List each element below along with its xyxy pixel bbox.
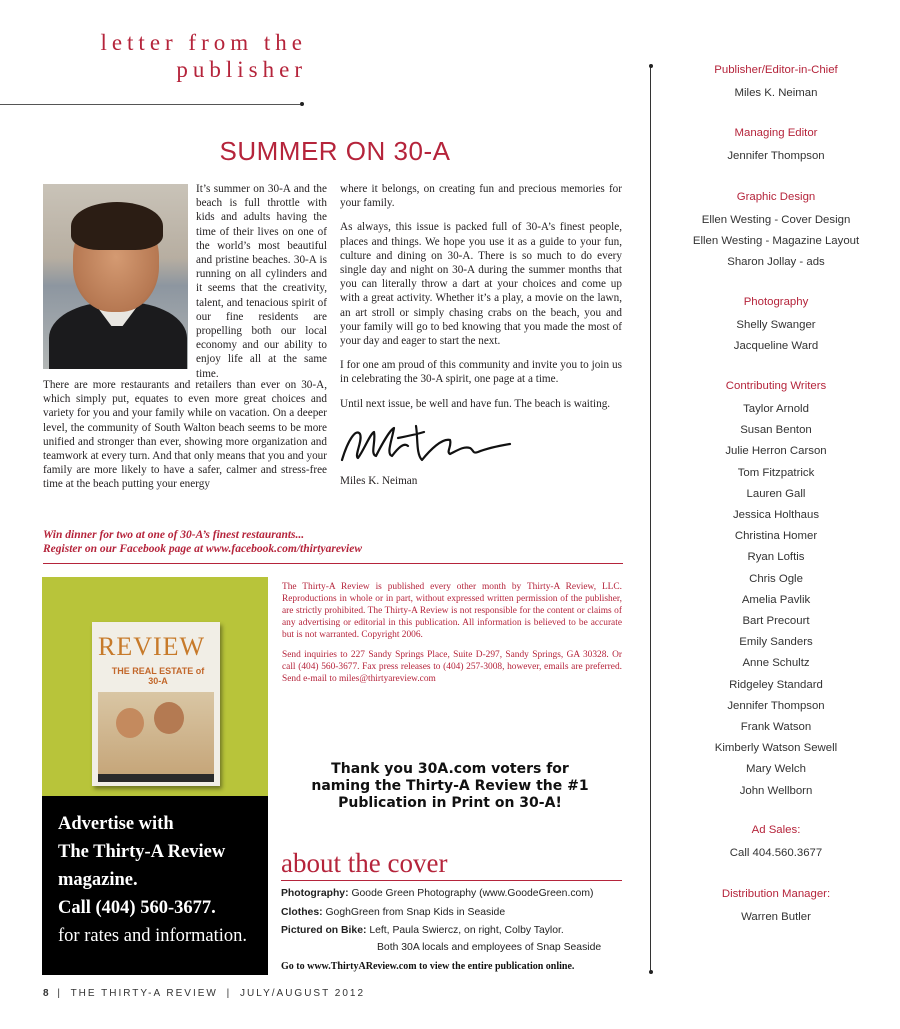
about-cover-title: about the cover [281, 848, 448, 878]
publication-disclaimer: The Thirty-A Review is published every other month by Thirty-A Review, LLC. Reproductions in whole or in part, without expressed written permission of the publisher, are strictly prohibited. The Thirty-A Review is not responsible for the content or claims of any advertising or editorial in this publication. All information is believed to be accurate but is not warranted. Copyright 2006. [282, 582, 622, 640]
credit-bike-continued: Both 30A locals and employees of Snap Seaside [377, 942, 602, 953]
article-paragraph: I for one am proud of this community and invite you to join us in celebrating the 30-A spirit, one page at a time. [340, 359, 622, 386]
article-col1-bottom [43, 378, 327, 502]
footer-separator: | [57, 988, 62, 999]
masthead-name: Christina Homer [734, 530, 818, 543]
masthead-publisher [652, 62, 900, 104]
signature-image [338, 420, 513, 472]
header-rule [0, 104, 300, 105]
masthead-name: Jennifer Thompson [727, 699, 825, 712]
ad-line: for rates and information. [58, 926, 248, 946]
footer-issue: JULY/AUGUST 2012 [240, 988, 366, 999]
masthead-name: Shelly Swanger [736, 319, 816, 331]
masthead-name: Kimberly Watson Sewell [714, 742, 838, 755]
cover-strip [98, 774, 214, 782]
masthead-name: Ryan Loftis [747, 551, 805, 564]
article-col1-top: It’s summer on 30-A and the beach is full throttle with kids and adults having the time of their lives on one of the world’s most beautiful and pristine beaches. 30-A is running on all cylinders and it seems that the creativity, talent, and tenacious spirit of our fine residents are propelling both our local economy and our ability to enjoy life all at the same time. [196, 183, 327, 380]
publication-contact: Send inquiries to 227 Sandy Springs Place, Suite D-297, Sandy Springs, GA 30328. Or call (404) 560-3677. Fax press releases to (404) 257-3008, however, emails are preferred. Send e-mail to miles@thirtyareview.com [282, 650, 622, 684]
publication-info [282, 581, 622, 693]
credit-label: Photography: [281, 888, 349, 899]
article-col2 [340, 182, 622, 421]
about-cover-rule [281, 880, 622, 881]
cover-subtitle: THE REAL ESTATE of 30-A [111, 666, 205, 686]
masthead-role: Publisher/Editor-in-Chief [714, 64, 838, 76]
masthead-name: Jennifer Thompson [727, 150, 825, 162]
footer-separator: | [226, 988, 232, 999]
masthead-writers [652, 378, 900, 802]
credit-photography [281, 887, 593, 900]
masthead-name: Sharon Jollay - ads [727, 256, 825, 269]
thanks-voters [290, 761, 610, 812]
ad-line: The Thirty-A Review [58, 842, 226, 862]
masthead-name: Julie Herron Carson [725, 445, 827, 458]
masthead-role: Managing Editor [734, 127, 818, 139]
masthead-name: Taylor Arnold [743, 403, 809, 415]
page-number: 8 [43, 988, 49, 999]
article-title: SUMMER ON 30-A [219, 136, 451, 166]
signature-name: Miles K. Neiman [340, 475, 418, 487]
masthead-name: Chris Ogle [749, 572, 803, 585]
masthead-ad-sales [652, 822, 900, 864]
masthead-role: Contributing Writers [725, 380, 827, 392]
promo-line: Win dinner for two at one of 30-A’s finest restaurants... [43, 529, 305, 541]
credit-value: Goode Green Photography (www.GoodeGreen.com) [351, 888, 594, 899]
thanks-line: Publication in Print on 30-A! [338, 795, 562, 811]
masthead-name: Call 404.560.3677 [729, 847, 823, 859]
ad-line: magazine. [58, 870, 138, 890]
online-link[interactable]: Go to www.ThirtyAReview.com to view the entire publication online. [281, 961, 575, 972]
rule-dot [300, 102, 304, 106]
credit-value: GoghGreen from Snap Kids in Seaside [325, 907, 506, 918]
masthead-role: Photography [743, 296, 809, 308]
masthead-name: Ridgeley Standard [729, 678, 823, 691]
masthead-distribution [652, 886, 900, 928]
masthead-name: Tom Fitzpatrick [737, 466, 815, 479]
credit-clothes [281, 906, 505, 919]
masthead-name: Lauren Gall [746, 487, 806, 500]
promo-rule [43, 563, 623, 564]
article-paragraph: As always, this issue is packed full of 30-A’s finest people, places and things. We hope you use it as a guide to your fun, culture and dining on 30-A. There is so much to do every single day and night on 30-A during the summer months that you can literally throw a dart at your choices and come up with a great activity. Whether it’s a play, a movie on the lawn, an art stroll or simply chasing crabs on the beach, you and your family will go to bed knowing that you made the most of your day and eager to start the next. [340, 221, 622, 348]
masthead-name: Bart Precourt [742, 615, 810, 628]
masthead-name: Mary Welch [746, 763, 806, 776]
advertisement[interactable] [42, 577, 268, 975]
masthead-graphic-design [652, 189, 900, 274]
thanks-line: naming the Thirty-A Review the #1 [311, 778, 589, 794]
ad-text [58, 810, 262, 950]
magazine-cover-image [92, 622, 220, 786]
section-title-line2: publisher [176, 57, 307, 82]
page-footer [43, 988, 365, 999]
masthead-name: Ellen Westing - Magazine Layout [692, 235, 860, 248]
article-paragraph: where it belongs, on creating fun and precious memories for your family. [340, 183, 622, 210]
cover-photo [98, 692, 214, 774]
masthead-name: Jacqueline Ward [733, 340, 819, 353]
promo-line: Register on our Facebook page at www.facebook.com/thirtyareview [43, 543, 362, 555]
cover-child [154, 702, 184, 734]
masthead-name: Miles K. Neiman [734, 87, 818, 99]
masthead-name: Amelia Pavlik [741, 593, 811, 606]
section-title-line1: letter from the [100, 30, 307, 55]
facebook-promo [43, 528, 623, 556]
ad-line: Call (404) 560-3677. [58, 898, 216, 918]
footer-magazine: THE THIRTY-A REVIEW [70, 988, 218, 999]
masthead-name: Emily Sanders [739, 636, 813, 649]
masthead-managing-editor [652, 125, 900, 167]
masthead-role: Graphic Design [736, 191, 816, 203]
masthead-name: Warren Butler [741, 911, 811, 923]
ad-line: Advertise with [58, 814, 174, 834]
masthead-photography [652, 294, 900, 357]
masthead-name: Anne Schultz [742, 657, 810, 670]
cover-child [116, 708, 144, 738]
masthead-name: Jessica Holthaus [732, 509, 820, 522]
credit-label: Clothes: [281, 907, 323, 918]
cover-logo: REVIEW [98, 632, 206, 661]
credit-label: Pictured on Bike: [281, 925, 367, 936]
masthead-name: Susan Benton [740, 424, 812, 437]
credit-value: Left, Paula Swiercz, on right, Colby Taylor. [369, 925, 564, 936]
masthead-name: Frank Watson [740, 721, 812, 734]
rule-dot [649, 970, 653, 974]
masthead-name: John Wellborn [739, 784, 813, 797]
masthead-name: Ellen Westing - Cover Design [701, 214, 851, 226]
thanks-line: Thank you 30A.com voters for [331, 761, 569, 777]
masthead-role: Distribution Manager: [721, 888, 831, 900]
masthead-rule [650, 66, 651, 972]
credit-bike [281, 924, 564, 937]
publisher-photo [43, 184, 188, 369]
article-paragraph: There are more restaurants and retailers than ever on 30-A, which simply put, equates to even more great choices and variety for you and your family while on vacation. On a deeper level, the community of South Walton beach seems to be more unified and stronger than ever, showing more organization and teamwork at every turn. And that only means that you and your family are more likely to have a safer, calmer and stress-free time at the beach putting your energy [43, 379, 327, 491]
masthead-role: Ad Sales: [751, 824, 801, 836]
article-paragraph: Until next issue, be well and have fun. The beach is waiting. [340, 397, 611, 410]
